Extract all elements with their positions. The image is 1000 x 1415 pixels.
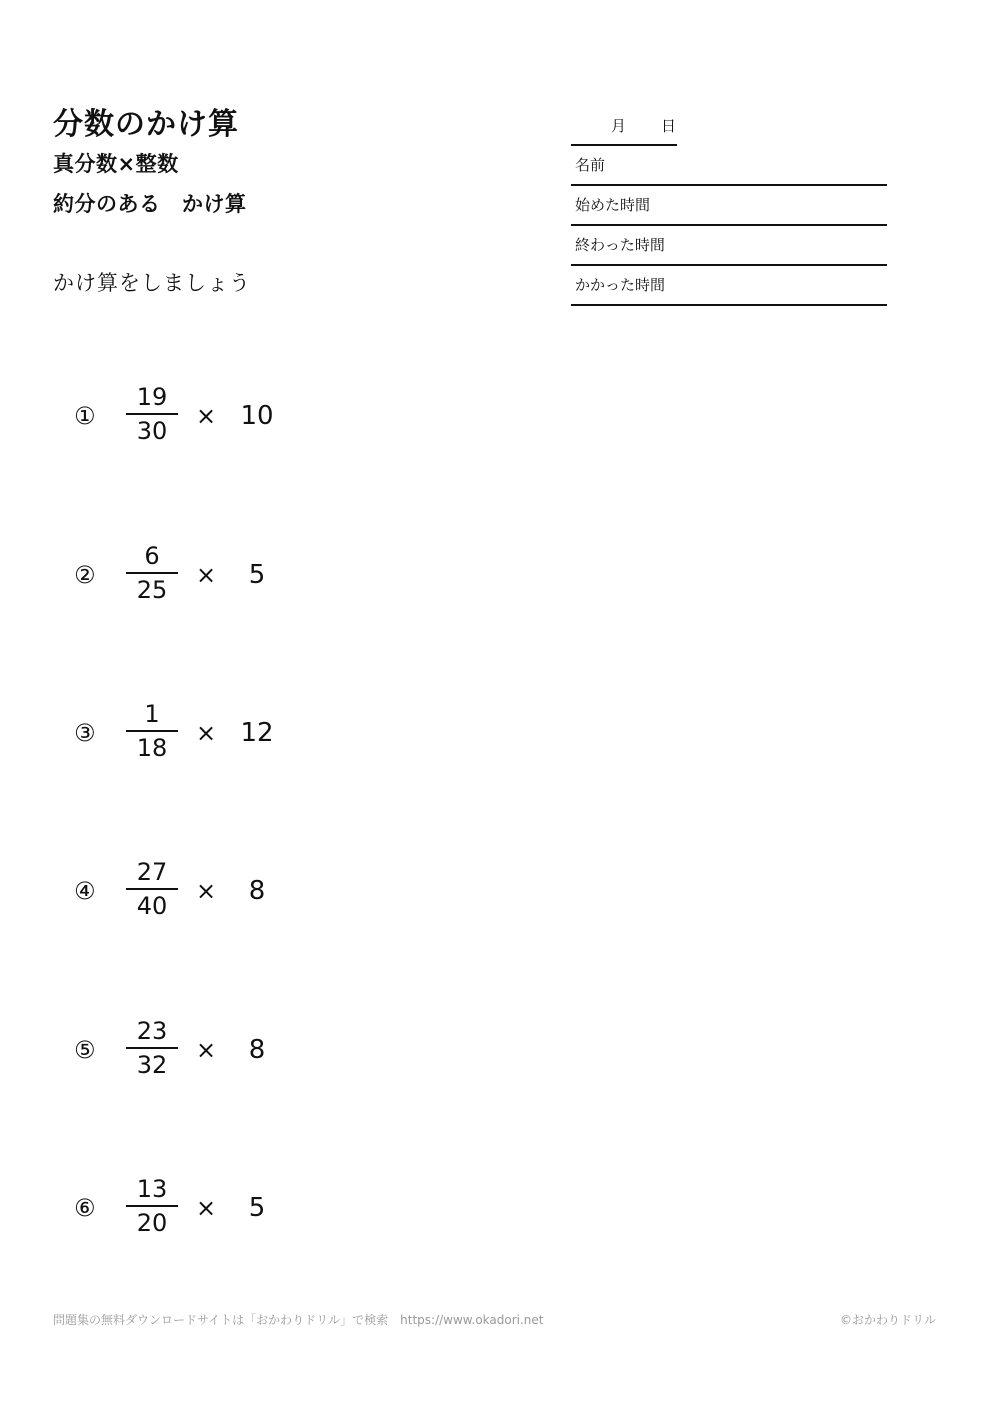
- denominator: 40: [136, 892, 168, 920]
- instruction-text: かけ算をしましょう: [53, 271, 251, 295]
- numerator: 27: [136, 858, 168, 886]
- problem-number: ⑥: [74, 1194, 96, 1222]
- fraction: [126, 858, 178, 920]
- multiplier: 5: [248, 560, 266, 590]
- multiply-sign: ×: [196, 402, 217, 430]
- denominator: 18: [136, 734, 168, 762]
- denominator: 30: [136, 417, 168, 445]
- student-info-box: [571, 109, 887, 306]
- fraction: [126, 542, 178, 604]
- fraction-bar: [126, 1205, 178, 1207]
- problem-item: [0, 858, 500, 938]
- elapsed-time-label: かかった時間: [575, 276, 666, 294]
- worksheet-title: 分数のかけ算: [53, 107, 239, 142]
- elapsed-time-field[interactable]: [571, 266, 887, 306]
- problem-item: [0, 1017, 500, 1097]
- problem-item: [0, 1175, 500, 1255]
- start-time-label: 始めた時間: [575, 196, 651, 214]
- multiply-sign: ×: [196, 561, 217, 589]
- worksheet-topic: 約分のある かけ算: [53, 192, 247, 216]
- numerator: 13: [136, 1175, 168, 1203]
- denominator: 20: [136, 1209, 168, 1237]
- name-label: 名前: [575, 156, 606, 174]
- multiplier: 5: [248, 1193, 266, 1223]
- problem-item: [0, 383, 500, 463]
- denominator: 32: [136, 1051, 168, 1079]
- multiplier: 8: [248, 1035, 266, 1065]
- numerator: 19: [136, 383, 168, 411]
- month-label: 月: [611, 117, 627, 135]
- name-field[interactable]: [571, 146, 887, 186]
- footer-site-note: 問題集の無料ダウンロードサイトは「おかわりドリル」で検索 https://www.okadori.net: [53, 1313, 544, 1327]
- worksheet-subtitle: 真分数×整数: [53, 152, 179, 176]
- problem-number: ③: [74, 719, 96, 747]
- end-time-label: 終わった時間: [575, 236, 665, 254]
- multiply-sign: ×: [196, 1194, 217, 1222]
- fraction-bar: [126, 730, 178, 732]
- problem-number: ⑤: [74, 1036, 96, 1064]
- fraction-bar: [126, 1047, 178, 1049]
- multiplier: 10: [240, 401, 274, 431]
- fraction: [126, 383, 178, 445]
- fraction-bar: [126, 888, 178, 890]
- date-field[interactable]: [571, 109, 677, 146]
- numerator: 1: [144, 700, 160, 728]
- multiply-sign: ×: [196, 719, 217, 747]
- fraction: [126, 1175, 178, 1237]
- multiplier: 8: [248, 876, 266, 906]
- numerator: 6: [144, 542, 160, 570]
- end-time-field[interactable]: [571, 226, 887, 266]
- fraction: [126, 1017, 178, 1079]
- start-time-field[interactable]: [571, 186, 887, 226]
- denominator: 25: [136, 576, 168, 604]
- problem-item: [0, 542, 500, 622]
- numerator: 23: [136, 1017, 168, 1045]
- problem-item: [0, 700, 500, 780]
- problem-number: ④: [74, 877, 96, 905]
- footer-copyright: ©おかわりドリル: [839, 1313, 936, 1327]
- fraction-bar: [126, 572, 178, 574]
- multiply-sign: ×: [196, 877, 217, 905]
- multiplier: 12: [240, 718, 274, 748]
- fraction-bar: [126, 413, 178, 415]
- multiply-sign: ×: [196, 1036, 217, 1064]
- day-label: 日: [661, 117, 677, 135]
- problem-number: ②: [74, 561, 96, 589]
- fraction: [126, 700, 178, 762]
- problem-number: ①: [74, 402, 96, 430]
